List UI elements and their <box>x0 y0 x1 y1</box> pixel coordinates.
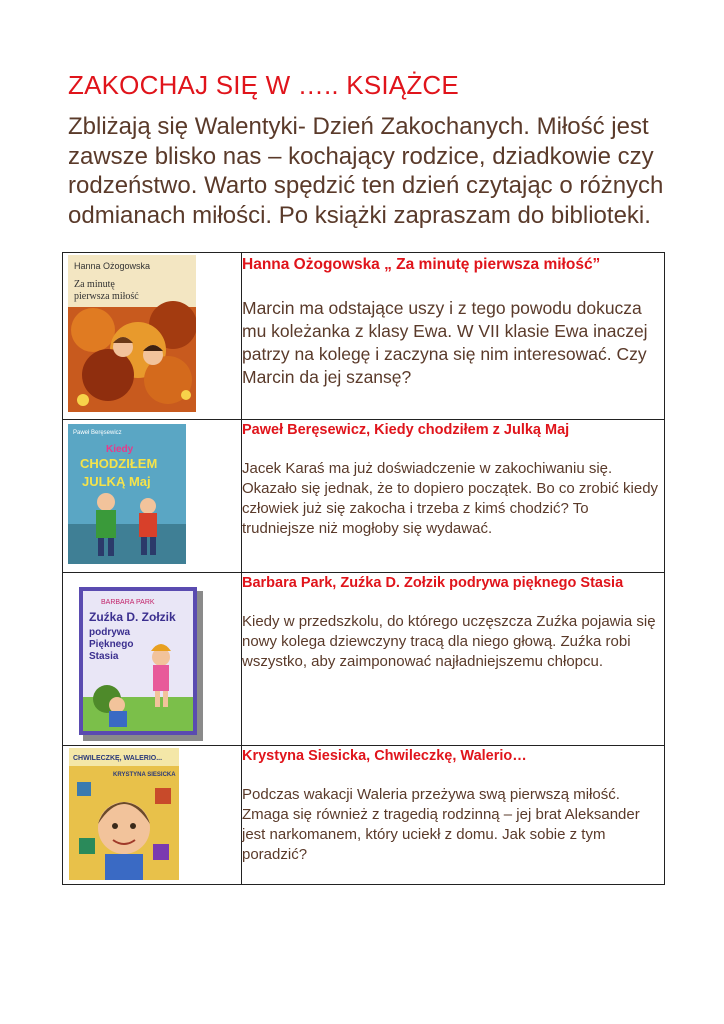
cover-author-text: Paweł Beręsewicz <box>73 430 122 436</box>
page-title: ZAKOCHAJ SIĘ W ….. KSIĄŻCE <box>68 70 459 100</box>
book-description: Marcin ma odstające uszy i z tego powodu dokucza mu koleżanka z klasy Ewa. W VII klasie Ewa inaczej patrzy na kolegę i zaczyna się nim interesować. Czy Marcin da jej szansę? <box>242 298 648 387</box>
cover-title-text: CHWILECZKĘ, WALERIO... <box>73 755 163 762</box>
book-cover-image <box>68 424 186 564</box>
book-cover-cell <box>63 746 242 885</box>
book-info-cell <box>242 420 665 573</box>
cover-title-text: CHODZIŁEM <box>80 456 158 471</box>
book-title: Krystyna Siesicka, Chwileczkę, Walerio… <box>242 748 527 764</box>
cover-title-text: pierwsza miłość <box>74 291 139 302</box>
cover-title-text: Stasia <box>89 651 119 662</box>
book-title: Hanna Ożogowska „ Za minutę pierwsza miłość” <box>242 256 601 273</box>
book-info-cell <box>242 253 665 420</box>
book-cover-cell <box>63 420 242 573</box>
cover-title-text: Zuźka D. Zołzik <box>89 610 176 624</box>
book-description: Jacek Karaś ma już doświadczenie w zakochiwaniu się. Okazało się jednak, że to dopiero początek. Bo co zrobić kiedy człowiek już się zakocha i trzeba z kimś chodzić? To trudniejsze niż mogłoby się wydawać. <box>242 460 659 537</box>
book-cover-image <box>69 748 179 880</box>
cover-author-text: Hanna Ożogowska <box>74 261 151 271</box>
book-row <box>63 746 665 885</box>
book-info-cell <box>242 573 665 746</box>
cover-title-text: Kiedy <box>106 444 134 455</box>
book-cover-image <box>68 255 196 412</box>
book-cover-image <box>79 587 203 741</box>
book-cover-cell <box>63 573 242 746</box>
book-row <box>63 573 665 746</box>
book-title: Barbara Park, Zuźka D. Zołzik podrywa pięknego Stasia <box>242 575 624 591</box>
cover-title-text: podrywa <box>89 627 131 638</box>
books-table <box>62 252 665 885</box>
book-description: Kiedy w przedszkolu, do którego uczęszcza Zuźka pojawia się nowy kolega dziewczyny tracą dla niego głową. Zuźka robi wszystko, aby zaimponować najładniejszemu chłopcu. <box>242 613 656 670</box>
book-row <box>63 420 665 573</box>
cover-title-text: Pięknego <box>89 639 134 650</box>
book-cover-cell <box>63 253 242 420</box>
intro-paragraph: Zbliżają się Walentyki- Dzień Zakochanych. Miłość jest zawsze blisko nas – kochający rodzice, dziadkowie czy rodzeństwo. Warto spędzić ten dzień czytając o różnych odmianach miłości. Po książki zapraszam do biblioteki. <box>68 113 664 229</box>
cover-author-text: KRYSTYNA SIESICKA <box>113 772 176 778</box>
cover-author-text: BARBARA PARK <box>101 599 155 606</box>
cover-title-text: Za minutę <box>74 279 115 290</box>
book-description: Podczas wakacji Waleria przeżywa swą pierwszą miłość. Zmaga się również z tragedią rodzinną – jej brat Aleksander jest narkomanem, który uciekł z domu. Jak sobie z tym poradzić? <box>242 786 640 863</box>
cover-title-text: JULKĄ Maj <box>82 474 151 489</box>
book-title: Paweł Beręsewicz, Kiedy chodziłem z Julką Maj <box>242 422 570 438</box>
book-row <box>63 253 665 420</box>
book-info-cell <box>242 746 665 885</box>
